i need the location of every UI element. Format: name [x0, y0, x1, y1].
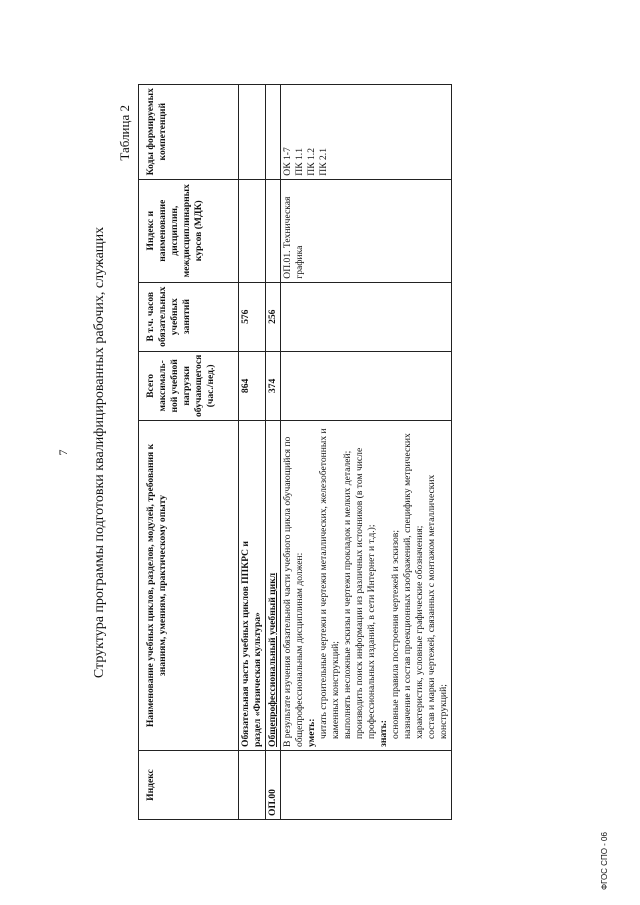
- header-mandatory: В т.ч. часов обязательных учебных занятий: [139, 282, 239, 351]
- header-competencies: Коды формируемых компетенций: [139, 84, 239, 179]
- competency-code: ПК 1.2: [306, 148, 317, 176]
- table-row-mandatory-part: [239, 84, 266, 819]
- footer-code: ФГОС СПО - 06: [600, 832, 609, 890]
- op00-mandatory: 256: [266, 282, 281, 351]
- table-row-content: [281, 84, 452, 819]
- header-name: Наименование учебных циклов, разделов, модулей, требования к знаниям, умениям, практическому опыту: [139, 421, 239, 751]
- content-requirements: В результате изучения обязательной части учебного цикла обучающийся по общепрофессиональным дисциплинам должен: уметь: читать строительные чертежи и чертежи металлических, железобетонных и каменных конструкций; выполнять несложные эскизы и чертежи прокладок и мелких деталей; производить поиск информации из различных источников (в том числе профессиональных изданий, в сети Интернет и т.д.); знать: основные правила построения чертежей и эскизов; назначение и состав проекционных изображений, специфику метрических характеристик, условные графические обозначения; состав и марки чертежей, связанных с монтажом металлических конструкций;: [281, 421, 452, 751]
- table-row-op00: [266, 84, 281, 819]
- discipline-op01: ОП.01. Техническая графика: [281, 179, 452, 282]
- page-number: 7: [56, 449, 70, 456]
- header-index: Индекс: [139, 751, 239, 820]
- competency-code: ПК 1.1: [294, 148, 305, 176]
- page-title: Структура программы подготовки квалифицированных рабочих, служащих: [92, 226, 107, 679]
- header-max-load: Всего максималь-ной учебной нагрузки обучающегося (час./нед.): [139, 351, 239, 420]
- op00-name: Общепрофессиональный учебный цикл: [266, 421, 281, 751]
- structure-table: [138, 84, 452, 820]
- table-label: Таблица 2: [117, 105, 132, 161]
- competency-codes: [281, 84, 452, 179]
- op00-max: 374: [266, 351, 281, 420]
- competency-code: ОК 1-7: [282, 147, 293, 176]
- header-row: [139, 84, 239, 819]
- header-disciplines: Индекс и наименование дисциплин, междисциплинарных курсов (МДК): [139, 179, 239, 282]
- mandatory-part-name: Обязательная часть учебных циклов ППКРС и раздел «Физическая культура»: [239, 421, 266, 751]
- mandatory-part-max: 864: [239, 351, 266, 420]
- mandatory-part-mandatory: 576: [239, 282, 266, 351]
- competency-code: ПК 2.1: [318, 148, 329, 176]
- op00-index: ОП.00: [266, 751, 281, 820]
